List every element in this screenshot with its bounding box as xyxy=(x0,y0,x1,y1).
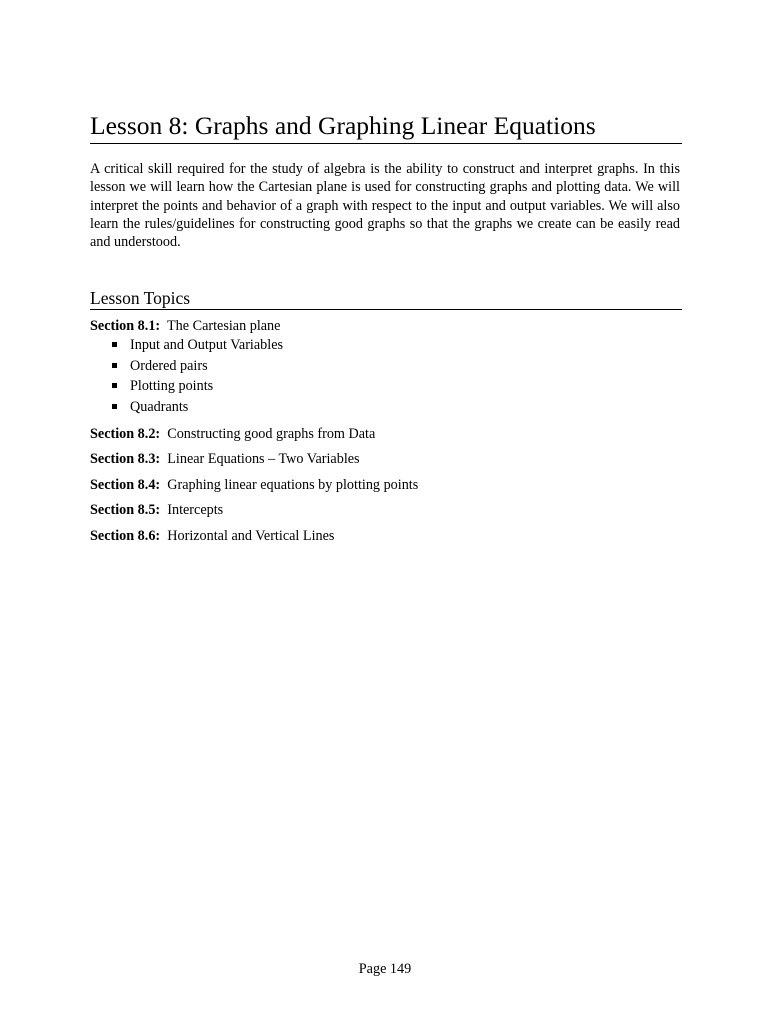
list-item: Quadrants xyxy=(112,398,283,419)
section-text: Intercepts xyxy=(167,502,224,518)
section-8-3 xyxy=(90,450,360,468)
section-text: Horizontal and Vertical Lines xyxy=(167,528,335,544)
section-label: Section 8.3: xyxy=(90,451,161,467)
section-label: Section 8.4: xyxy=(90,477,161,493)
section-label: Section 8.2: xyxy=(90,426,161,442)
bullet-square-icon xyxy=(112,342,117,347)
bullet-square-icon xyxy=(112,404,117,409)
bullet-square-icon xyxy=(112,363,117,368)
section-8-1 xyxy=(90,317,280,335)
intro-paragraph: A critical skill required for the study of algebra is the ability to construct and interpret graphs. In this lesson we will learn how the Cartesian plane is used for constructing graphs and plotting data. We will interpret the points and behavior of a graph with respect to the input and output variables. We will also learn the rules/guidelines for constructing good graphs so that the graphs we create can be easily read and understood. xyxy=(90,161,680,251)
list-item: Plotting points xyxy=(112,377,283,398)
section-8-4 xyxy=(90,476,418,494)
lesson-title: Lesson 8: Graphs and Graphing Linear Equations xyxy=(90,110,682,144)
page-number: Page 149 xyxy=(358,961,412,977)
list-item: Ordered pairs xyxy=(112,357,283,378)
section-8-6 xyxy=(90,527,334,545)
section-8-2 xyxy=(90,425,375,443)
bullet-square-icon xyxy=(112,383,117,388)
lesson-topics-heading: Lesson Topics xyxy=(90,287,682,310)
section-8-1-bullet-list xyxy=(112,336,283,418)
section-text: Linear Equations – Two Variables xyxy=(167,451,360,467)
section-text: The Cartesian plane xyxy=(167,318,281,334)
section-label: Section 8.6: xyxy=(90,528,161,544)
section-8-5 xyxy=(90,501,223,519)
section-text: Constructing good graphs from Data xyxy=(167,426,376,442)
section-text: Graphing linear equations by plotting points xyxy=(167,477,419,493)
section-label: Section 8.1: xyxy=(90,318,161,334)
section-label: Section 8.5: xyxy=(90,502,161,518)
list-item: Input and Output Variables xyxy=(112,336,283,357)
